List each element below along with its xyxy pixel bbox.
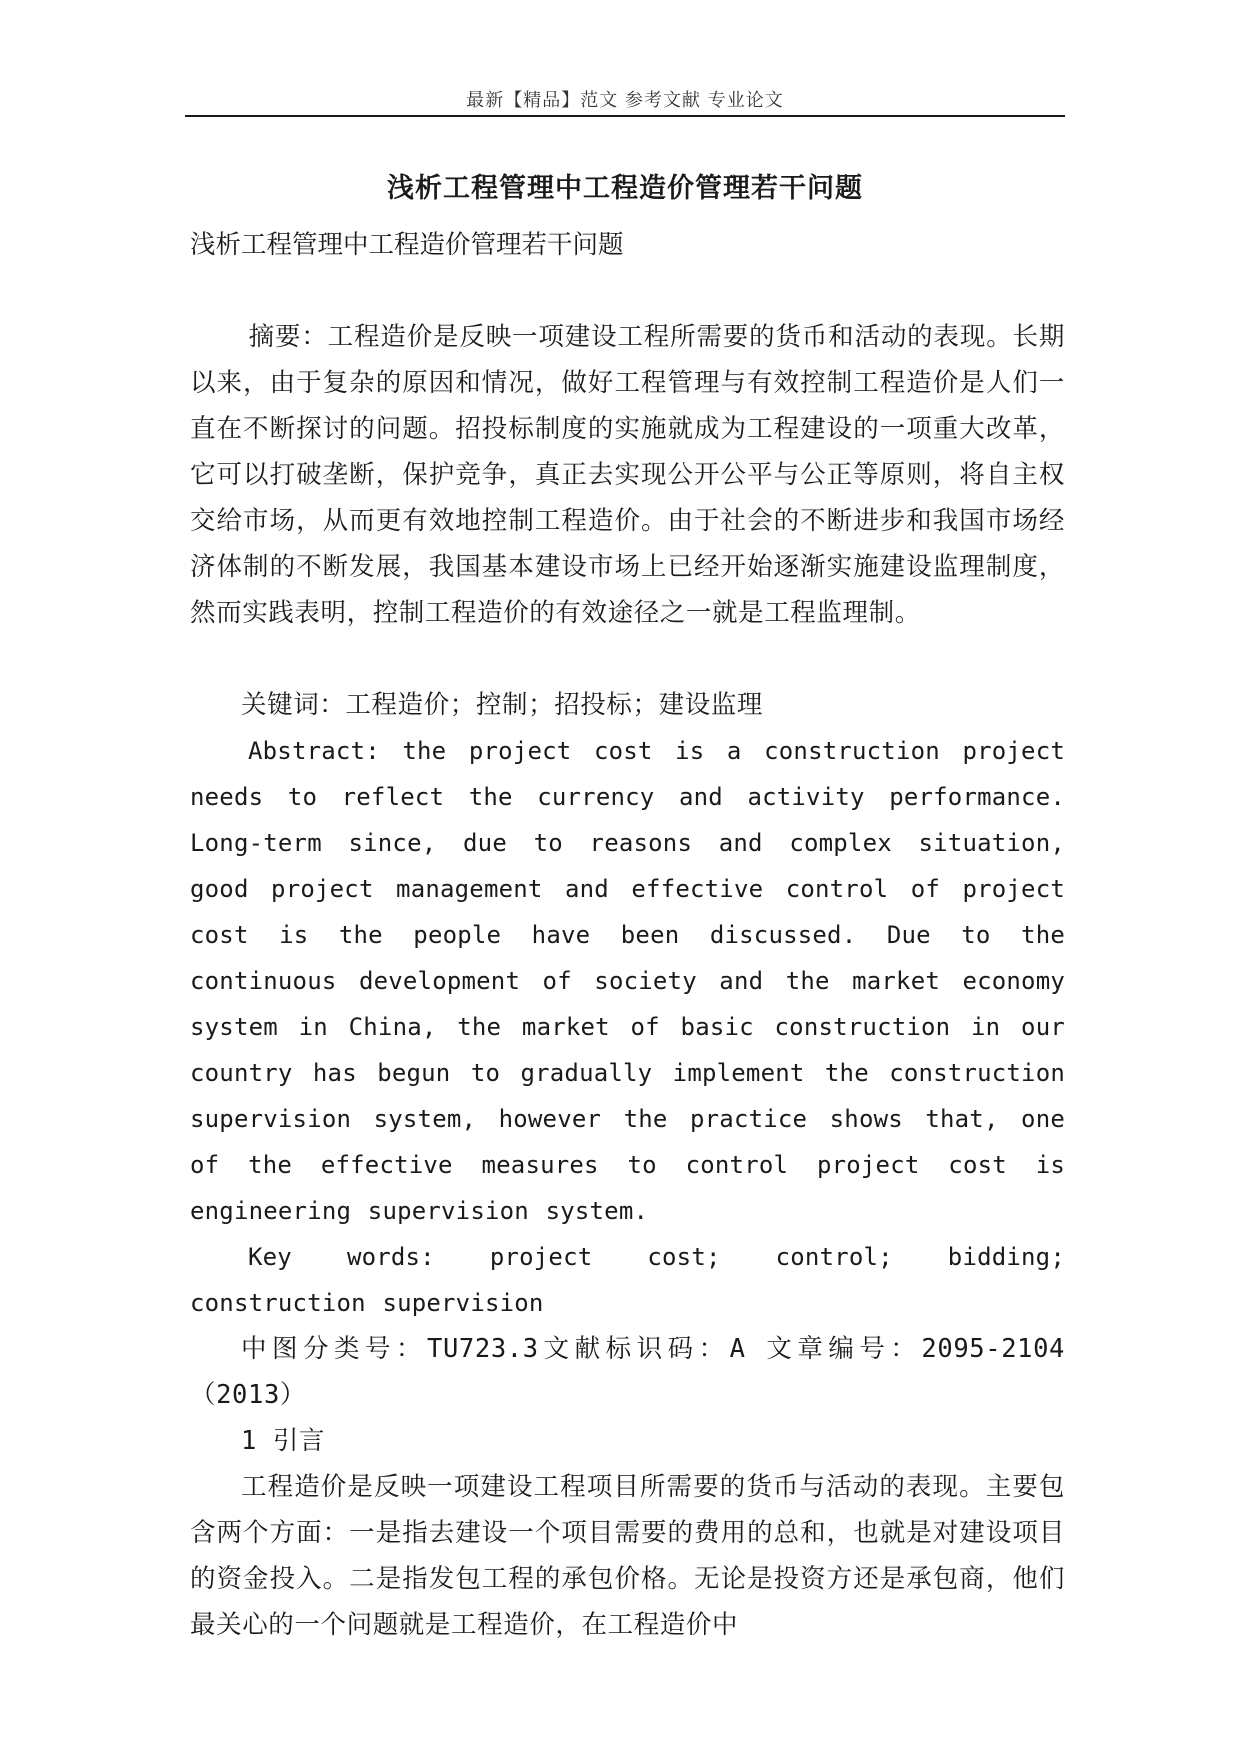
keywords-cn: 关键词：工程造价；控制；招投标；建设监理: [241, 690, 764, 720]
intro-paragraph: 工程造价是反映一项建设工程项目所需要的货币与活动的表现。主要包含两个方面：一是指去建设一个项目需要的费用的总和，也就是对建设项目的资金投入。二是指发包工程的承包价格。无论是投资方还是承包商，他们最关心的一个问题就是工程造价，在工程造价中: [190, 1472, 1065, 1640]
abstract-en-paragraph: Abstract: the project cost is a construction project needs to reflect the currency and activity performance. Long-term since, due to reasons and complex situation, good project management and effective control of project cost is the people have been discussed. Due to the continuous development of society and the market economy system in China, the market of basic construction in our country has begun to gradually implement the construction supervision system, however the practice shows that, one of the effective measures to control project cost is engineering supervision system.: [190, 737, 1065, 1225]
running-header: 最新【精品】范文 参考文献 专业论文: [466, 90, 784, 111]
keywords-en: Key words: project cost; control; bidding; construction supervision: [190, 1243, 1065, 1317]
section-heading: 1 引言: [241, 1426, 326, 1456]
spacer: [190, 268, 1065, 314]
spacer: [190, 636, 1065, 682]
classification-line: 中图分类号：TU723.3文献标识码：A 文章编号：2095-2104（2013）: [190, 1334, 1065, 1410]
document-subtitle: 浅析工程管理中工程造价管理若干问题: [190, 230, 624, 260]
header-divider: [185, 115, 1065, 117]
document-title: 浅析工程管理中工程造价管理若干问题: [387, 173, 863, 204]
document-body: [190, 222, 1065, 1648]
abstract-cn-paragraph: 摘要：工程造价是反映一项建设工程所需要的货币和活动的表现。长期以来，由于复杂的原因和情况，做好工程管理与有效控制工程造价是人们一直在不断探讨的问题。招投标制度的实施就成为工程建设的一项重大改革，它可以打破垄断，保护竞争，真正去实现公开公平与公正等原则，将自主权交给市场，从而更有效地控制工程造价。由于社会的不断进步和我国市场经济体制的不断发展，我国基本建设市场上已经开始逐渐实施建设监理制度，然而实践表明，控制工程造价的有效途径之一就是工程监理制。: [190, 322, 1065, 628]
